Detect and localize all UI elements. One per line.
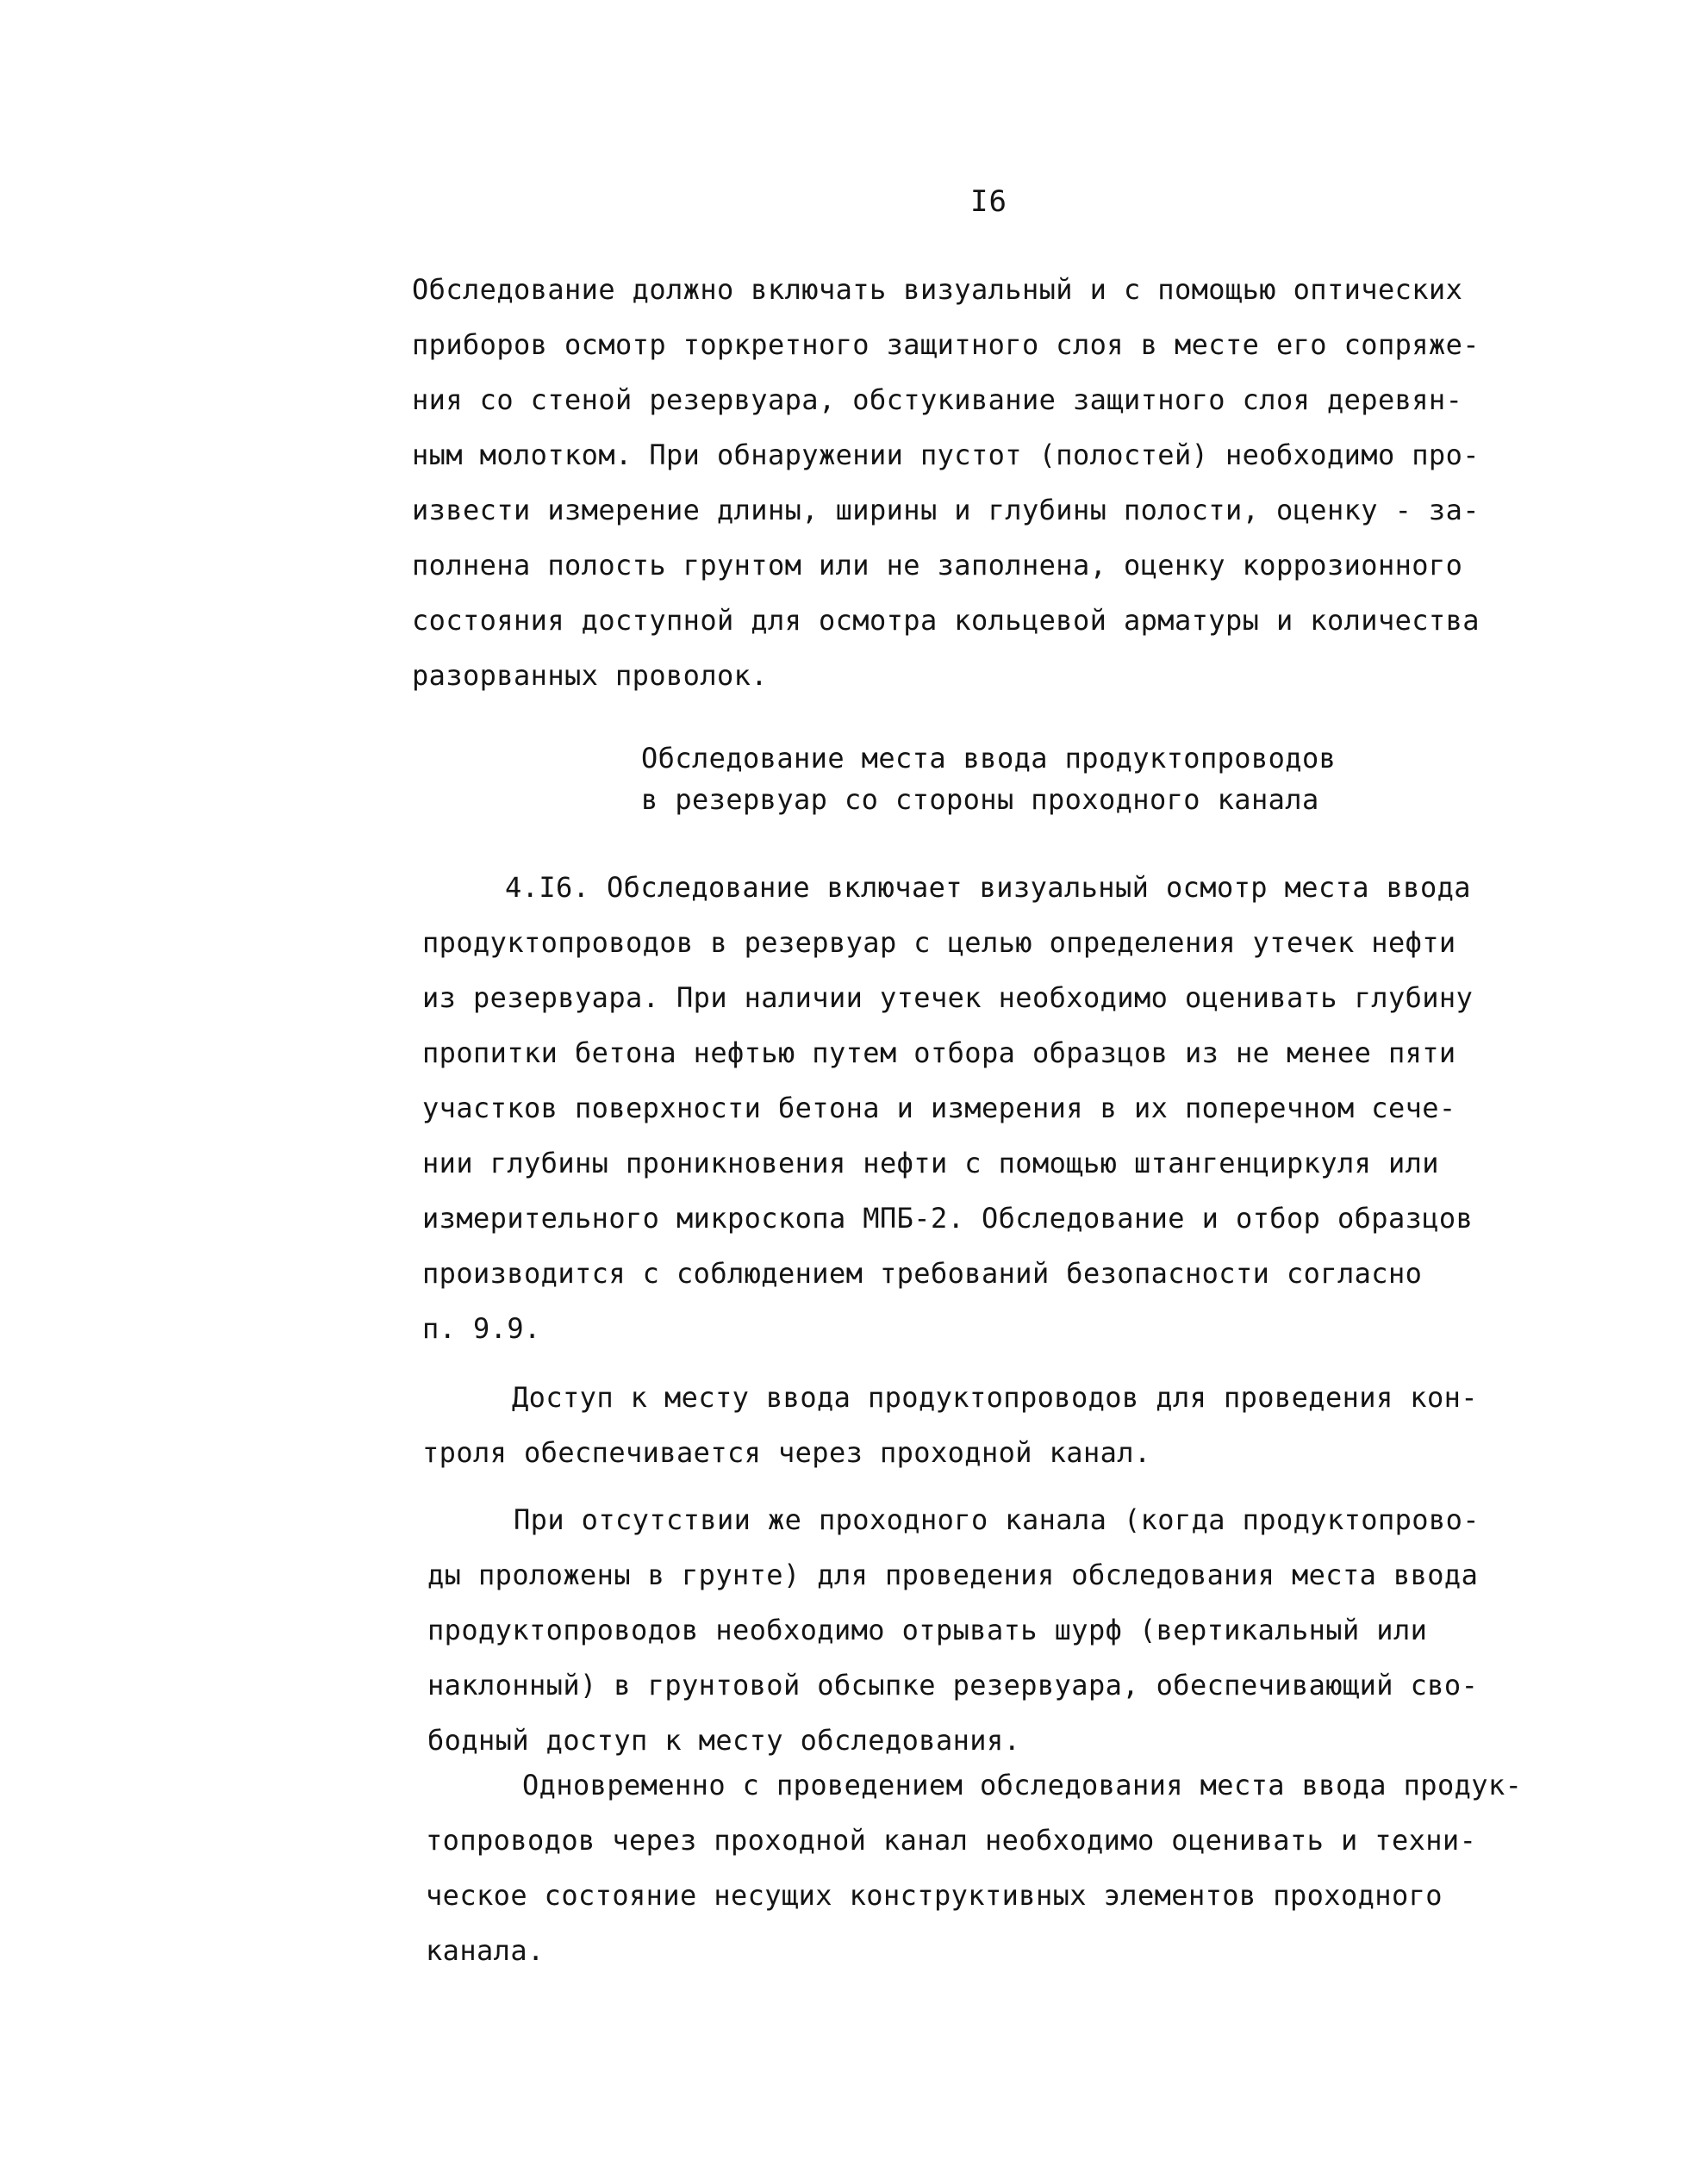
- paragraph-intro: [412, 262, 1480, 703]
- text-line: разорванных проволок.: [412, 659, 768, 692]
- heading-line: в резервуар со стороны проходного канала: [641, 783, 1319, 816]
- page-number: I6: [970, 184, 1007, 219]
- text-line: из резервуара. При наличии утечек необходимо оценивать глубину: [422, 981, 1474, 1014]
- text-line: измерительного микроскопа МПБ-2. Обследование и отбор образцов: [422, 1202, 1474, 1235]
- section-heading: [641, 737, 1336, 820]
- text-line: канала.: [426, 1934, 545, 1967]
- text-line: Одновременно с проведением обследования места ввода продук-: [522, 1769, 1523, 1801]
- text-line: пропитки бетона нефтью путем отбора образцов из не менее пяти: [422, 1036, 1456, 1069]
- paragraph-access: [422, 1370, 1478, 1480]
- text-line: Обследование должно включать визуальный и с помощью оптических: [412, 273, 1463, 306]
- text-line: п. 9.9.: [422, 1312, 541, 1345]
- text-line: топроводов через проходной канал необходимо оценивать и техни-: [426, 1824, 1477, 1857]
- text-line: бодный доступ к месту обследования.: [427, 1724, 1021, 1757]
- text-line: наклонный) в грунтовой обсыпке резервуара, обеспечивающий сво-: [427, 1669, 1479, 1702]
- text-line: троля обеспечивается через проходной канал.: [422, 1436, 1151, 1469]
- text-line: ды проложены в грунте) для проведения обследования места ввода: [427, 1559, 1479, 1591]
- paragraph-simultaneous: [426, 1758, 1522, 1978]
- paragraph-4-16: [422, 860, 1473, 1356]
- text-line: Доступ к месту ввода продуктопроводов для проведения кон-: [512, 1381, 1478, 1414]
- text-line: участков поверхности бетона и измерения в их поперечном сече-: [422, 1092, 1456, 1124]
- heading-line: Обследование места ввода продуктопроводов: [641, 742, 1337, 775]
- text-line: полнена полость грунтом или не заполнена, оценку коррозионного: [412, 549, 1463, 582]
- text-line: продуктопроводов необходимо отрывать шурф (вертикальный или: [427, 1614, 1428, 1646]
- text-line: При отсутствии же проходного канала (когда продуктопрово-: [514, 1503, 1480, 1536]
- text-line: нии глубины проникновения нефти с помощью штангенциркуля или: [422, 1147, 1439, 1179]
- text-line: ния со стеной резервуара, обстукивание защитного слоя деревян-: [412, 383, 1463, 416]
- text-line: ным молотком. При обнаружении пустот (полостей) необходимо про-: [412, 439, 1480, 471]
- text-line: 4.I6. Обследование включает визуальный осмотр места ввода: [505, 871, 1471, 904]
- text-line: приборов осмотр торкретного защитного слоя в месте его сопряже-: [412, 328, 1480, 361]
- text-line: состояния доступной для осмотра кольцевой арматуры и количества: [412, 604, 1480, 637]
- text-line: ческое состояние несущих конструктивных элементов проходного: [426, 1879, 1443, 1912]
- text-line: производится с соблюдением требований безопасности согласно: [422, 1257, 1423, 1290]
- text-line: продуктопроводов в резервуар с целью определения утечек нефти: [422, 926, 1456, 959]
- paragraph-no-channel: [427, 1492, 1480, 1768]
- text-line: извести измерение длины, ширины и глубины полости, оценку - за-: [412, 494, 1480, 526]
